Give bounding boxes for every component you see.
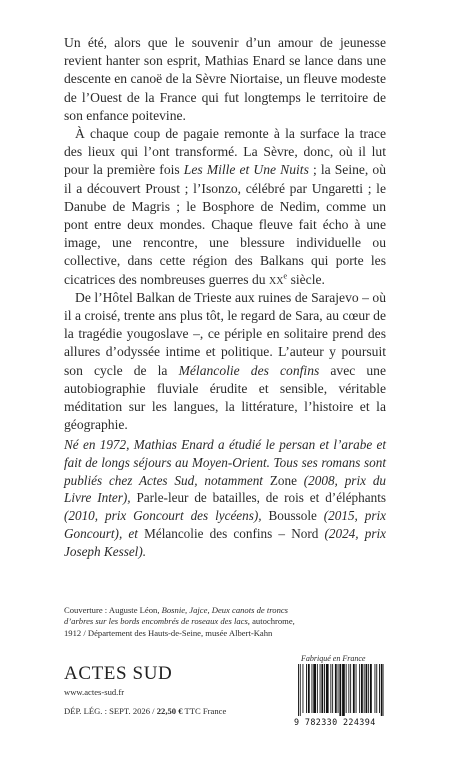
barcode-bar	[361, 664, 363, 713]
barcode-bar	[300, 664, 301, 716]
bio-book-melancolie: Mélancolie des confins – Nord	[144, 525, 319, 541]
barcode-bar	[326, 664, 329, 713]
barcode-bar	[359, 664, 360, 713]
publisher-url: www.actes-sud.fr	[64, 687, 125, 697]
publisher-logo: ACTES SUD	[64, 663, 173, 684]
barcode-bar	[381, 664, 383, 716]
blurb-p3-text-a: De l’Hôtel Balkan de Trieste aux ruines de Sarajevo – où il a croisé, trente ans plus tôt, le regard de Sara, au cœur de la tragédie yougoslave –, ce périple en solitaire prend des allures d’odyssée intime et politique. L’auteur y poursuit son cycle de la	[64, 289, 386, 378]
legal-deposit: DÉP. LÉG. : SEPT. 2026 /	[64, 706, 157, 716]
barcode-bar	[366, 664, 368, 713]
blurb-paragraph-3	[64, 289, 386, 435]
barcode-bar	[320, 664, 321, 713]
barcode-bar	[338, 664, 339, 713]
blurb-paragraph-2	[64, 125, 386, 289]
barcode-bar	[303, 664, 304, 713]
barcode-bar	[370, 664, 372, 713]
barcode-bar	[348, 664, 349, 713]
barcode-bar	[376, 664, 377, 713]
price: 22,50 €	[156, 706, 183, 716]
credit-rest: , autochrome, 1912 / Département des Hauts-de-Seine, musée Albert-Kahn	[64, 616, 295, 638]
barcode-bar	[375, 664, 376, 713]
barcode-bar	[356, 664, 357, 713]
bio-book-boussole: Boussole	[268, 508, 317, 524]
cover-credit	[64, 605, 296, 639]
bio-text-2: (2008, prix du Livre Inter),	[64, 472, 387, 506]
isbn-barcode	[294, 664, 386, 728]
made-in-france: Fabriqué en France	[301, 654, 366, 663]
credit-lead: Couverture : Auguste Léon,	[64, 605, 162, 615]
barcode-bar	[379, 664, 380, 713]
barcode-bar	[330, 664, 331, 713]
blurb-p2-text-b: ; la Seine, où il a découvert Proust ; l’Isonzo, célébré par Ungaretti ; le Danube de Magris ; le Bosphore de Nedim, comme un pont entre deux mondes. Chaque fleuve fait écho à une image, une rencontre, une blessure individuelle ou collective, dans cette région des Balkans qui porte les cicatrices des nombreuses guerres du	[64, 162, 387, 287]
barcode-bar	[339, 664, 341, 716]
bio-text-4: (2015, prix Goncourt), et	[64, 508, 386, 541]
blurb-p2-text-c: siècle.	[287, 271, 325, 287]
barcode-bar	[335, 664, 337, 713]
back-cover-blurb	[64, 34, 386, 434]
bio-book-zone: Zone	[269, 472, 297, 488]
barcode-bar	[321, 664, 323, 713]
barcode-bar	[317, 664, 318, 713]
barcode-bar	[312, 664, 313, 713]
author-bio	[64, 436, 386, 561]
barcode-bar	[298, 664, 299, 716]
blurb-paragraph-1	[64, 34, 386, 125]
barcode-bar	[353, 664, 355, 713]
bio-book-batailles: Parle-leur de batailles, de rois et d’éléphants	[136, 490, 386, 506]
barcode-bar	[306, 664, 307, 713]
barcode-bar	[332, 664, 333, 713]
credit-photo-title: Bosnie, Jajce, Deux canots de troncs d’arbres sur les bords encombrés de roseaux des lacs	[64, 605, 289, 627]
blurb-p2-text-a: À chaque coup de pagaie remonte à la surface la trace des lieux qui l’ont transformé. La Sèvre, donc, où il lut pour la première fois	[64, 126, 386, 178]
barcode-bar	[364, 664, 365, 713]
barcode-bar	[342, 664, 345, 716]
barcode-bar	[384, 664, 385, 716]
bio-text-1: Né en 1972, Mathias Enard a étudié le persan et l’arabe et fait de longs séjours au Moyen-Orient. Tous ses romans sont publiés chez Actes Sud, notamment	[64, 437, 386, 488]
blurb-p2-book-title: Les Mille et Une Nuits	[183, 162, 309, 178]
blurb-p2-century-sup: e	[283, 270, 288, 281]
bio-text-5: (2024, prix Joseph Kessel).	[64, 525, 386, 559]
barcode-bar	[324, 664, 325, 713]
blurb-p3-cycle-title: Mélancolie des confins	[178, 362, 320, 378]
barcode-bar	[313, 664, 316, 713]
bio-text-3: (2010, prix Goncourt des lycéens),	[64, 508, 269, 524]
blurb-p1-text: Un été, alors que le souvenir d’un amour de jeunesse revient hanter son esprit, Mathias Enard se lance dans une descente en canoë de la Sèvre Niortaise, un fleuve modeste de l’Ouest de la France qui fut longtemps le territoire de son enfance poitevine.	[64, 35, 386, 123]
legal-deposit-price	[64, 706, 226, 716]
barcode-bar	[308, 664, 310, 713]
isbn-digits: 9 782330 224394	[294, 717, 376, 727]
blurb-p2-century: xx	[268, 271, 284, 287]
barcode-bar	[350, 664, 351, 713]
barcode-bars	[298, 664, 384, 716]
price-tail: TTC France	[182, 706, 227, 716]
barcode-bar	[368, 664, 369, 713]
blurb-p3-text-b: avec une autobiographie fluviale érudite et sensible, véritable méditation sur les langues, la littérature, l’histoire et la géographie.	[64, 362, 386, 433]
barcode-bar	[346, 664, 347, 713]
